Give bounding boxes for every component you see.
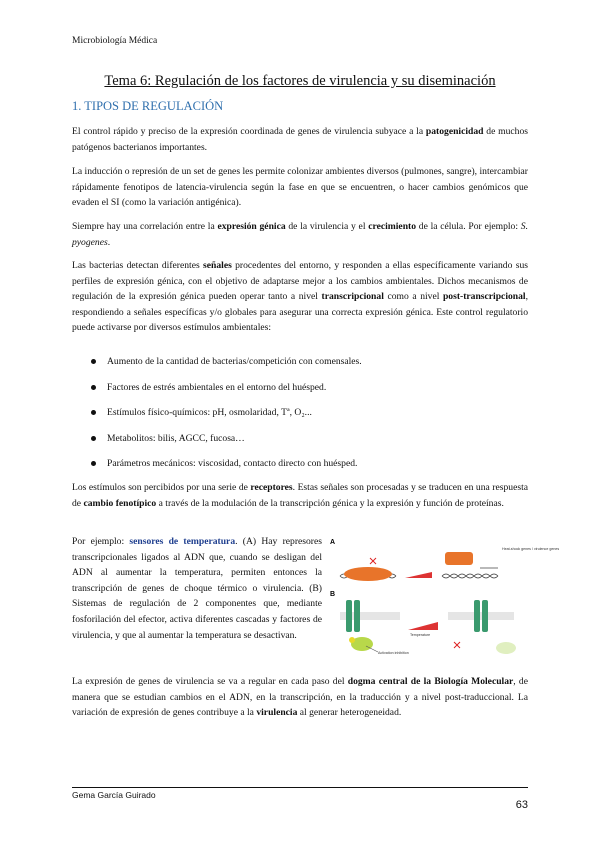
list-item: Metabolitos: bilis, AGCC, fucosa… (72, 431, 528, 457)
sensor-kinase-left-2 (354, 600, 360, 632)
stimuli-list (72, 354, 528, 482)
running-header: Microbiología Médica (72, 36, 158, 46)
x-mark-icon (370, 558, 376, 564)
temperature-sensor-figure (330, 536, 560, 661)
sensor-kinase-right-1 (474, 600, 480, 632)
list-item: Parámetros mecánicos: viscosidad, contacto directo con huésped. (72, 456, 528, 482)
repressor-bound (344, 567, 392, 581)
temperature-wedge-a (405, 572, 432, 578)
figure-diagram (330, 536, 560, 661)
paragraph-2: La inducción o represión de un set de genes les permite colonizar ambientes diversos (pulmones, sangre), intercambiar rápidamente fenotipos de latencia-virulencia según la fase en que se encuentren, o hacer cambios genómicos que evaden el SI (como la variación antigénica). (72, 166, 528, 209)
effector-inactive (496, 642, 516, 654)
temperature-wedge-b (408, 622, 438, 630)
section-heading: 1. TIPOS DE REGULACIÓN (72, 99, 224, 113)
membrane-right (448, 612, 514, 620)
list-item: Estímulos físico-químicos: pH, osmolaridad, Tª, O₂... (72, 405, 528, 431)
regulation-label: Activation inhibition (378, 651, 409, 655)
sensor-kinase-right-2 (482, 600, 488, 632)
list-item: Aumento de la cantidad de bacterias/competición con comensales. (72, 354, 528, 380)
paragraph-6: Por ejemplo: sensores de temperatura. (A) Hay represores transcripcionales ligados al ADN que, cuando se desligan del ADN al aumentar la temperatura, permiten entonces la transcripción de genes de choque térmico o virulencia. (B) Sistemas de regulación de 2 componentes que, mediante fosforilación del efector, activa diferentes cascadas y factores de virulencia, y que al aumentar la temperatura se desactivan. (72, 536, 322, 641)
paragraph-7: La expresión de genes de virulencia se va a regular en cada paso del dogma central de la Biología Molecular, de manera que se estudian cambios en el ADN, en la transcripción, en la traducción y a nivel post-traduccional. La variación de expresión de genes contribuye a la virulencia al generar heterogeneidad. (72, 676, 528, 719)
paragraph-3: Siempre hay una correlación entre la expresión génica de la virulencia y el crecimiento de la célula. Por ejemplo: S. pyogenes. (72, 221, 528, 248)
sensor-kinase-left-1 (346, 600, 352, 632)
temperature-label: Temperature (410, 633, 431, 637)
repressor-released (445, 552, 473, 565)
footer-author: Gema García Guirado (72, 790, 156, 800)
list-item: Factores de estrés ambientales en el entorno del huésped. (72, 380, 528, 406)
paragraph-1: El control rápido y preciso de la expresión coordinada de genes de virulencia subyace a la patogenicidad de muchos patógenos bacterianos importantes. (72, 126, 528, 153)
paragraph-5: Los estímulos son percibidos por una serie de receptores. Estas señales son procesadas y se traducen en una respuesta de cambio fenotípico a través de la modulación de la transcripción génica y la expresión y función de proteínas. (72, 482, 528, 509)
page-title: Tema 6: Regulación de los factores de virulencia y su diseminación (104, 73, 496, 89)
phosphate-icon (349, 637, 355, 643)
dna-right-a (442, 574, 498, 578)
footer-divider (72, 787, 528, 788)
panel-a-label: A (330, 539, 336, 546)
page-number: 63 (515, 799, 528, 811)
panel-b-label: B (330, 591, 336, 598)
paragraph-4: Las bacterias detectan diferentes señales procedentes del entorno, y responden a ellas específicamente variando sus perfiles de expresión génica, con el objetivo de adaptarse mejor a los cambios ambientales. Dichos mecanismos de regulación de la expresión génica pueden operar tanto a nivel transcripcional como a nivel post-transcripcional, respondiendo a señales específicas y/o globales para asegurar una correcta expresión génica. Este control regulatorio puede activarse por diversos estímulos ambientales: (72, 260, 528, 334)
genes-label: Heat-shock genes / virulence genes (502, 547, 560, 551)
x-mark-icon (454, 642, 460, 648)
